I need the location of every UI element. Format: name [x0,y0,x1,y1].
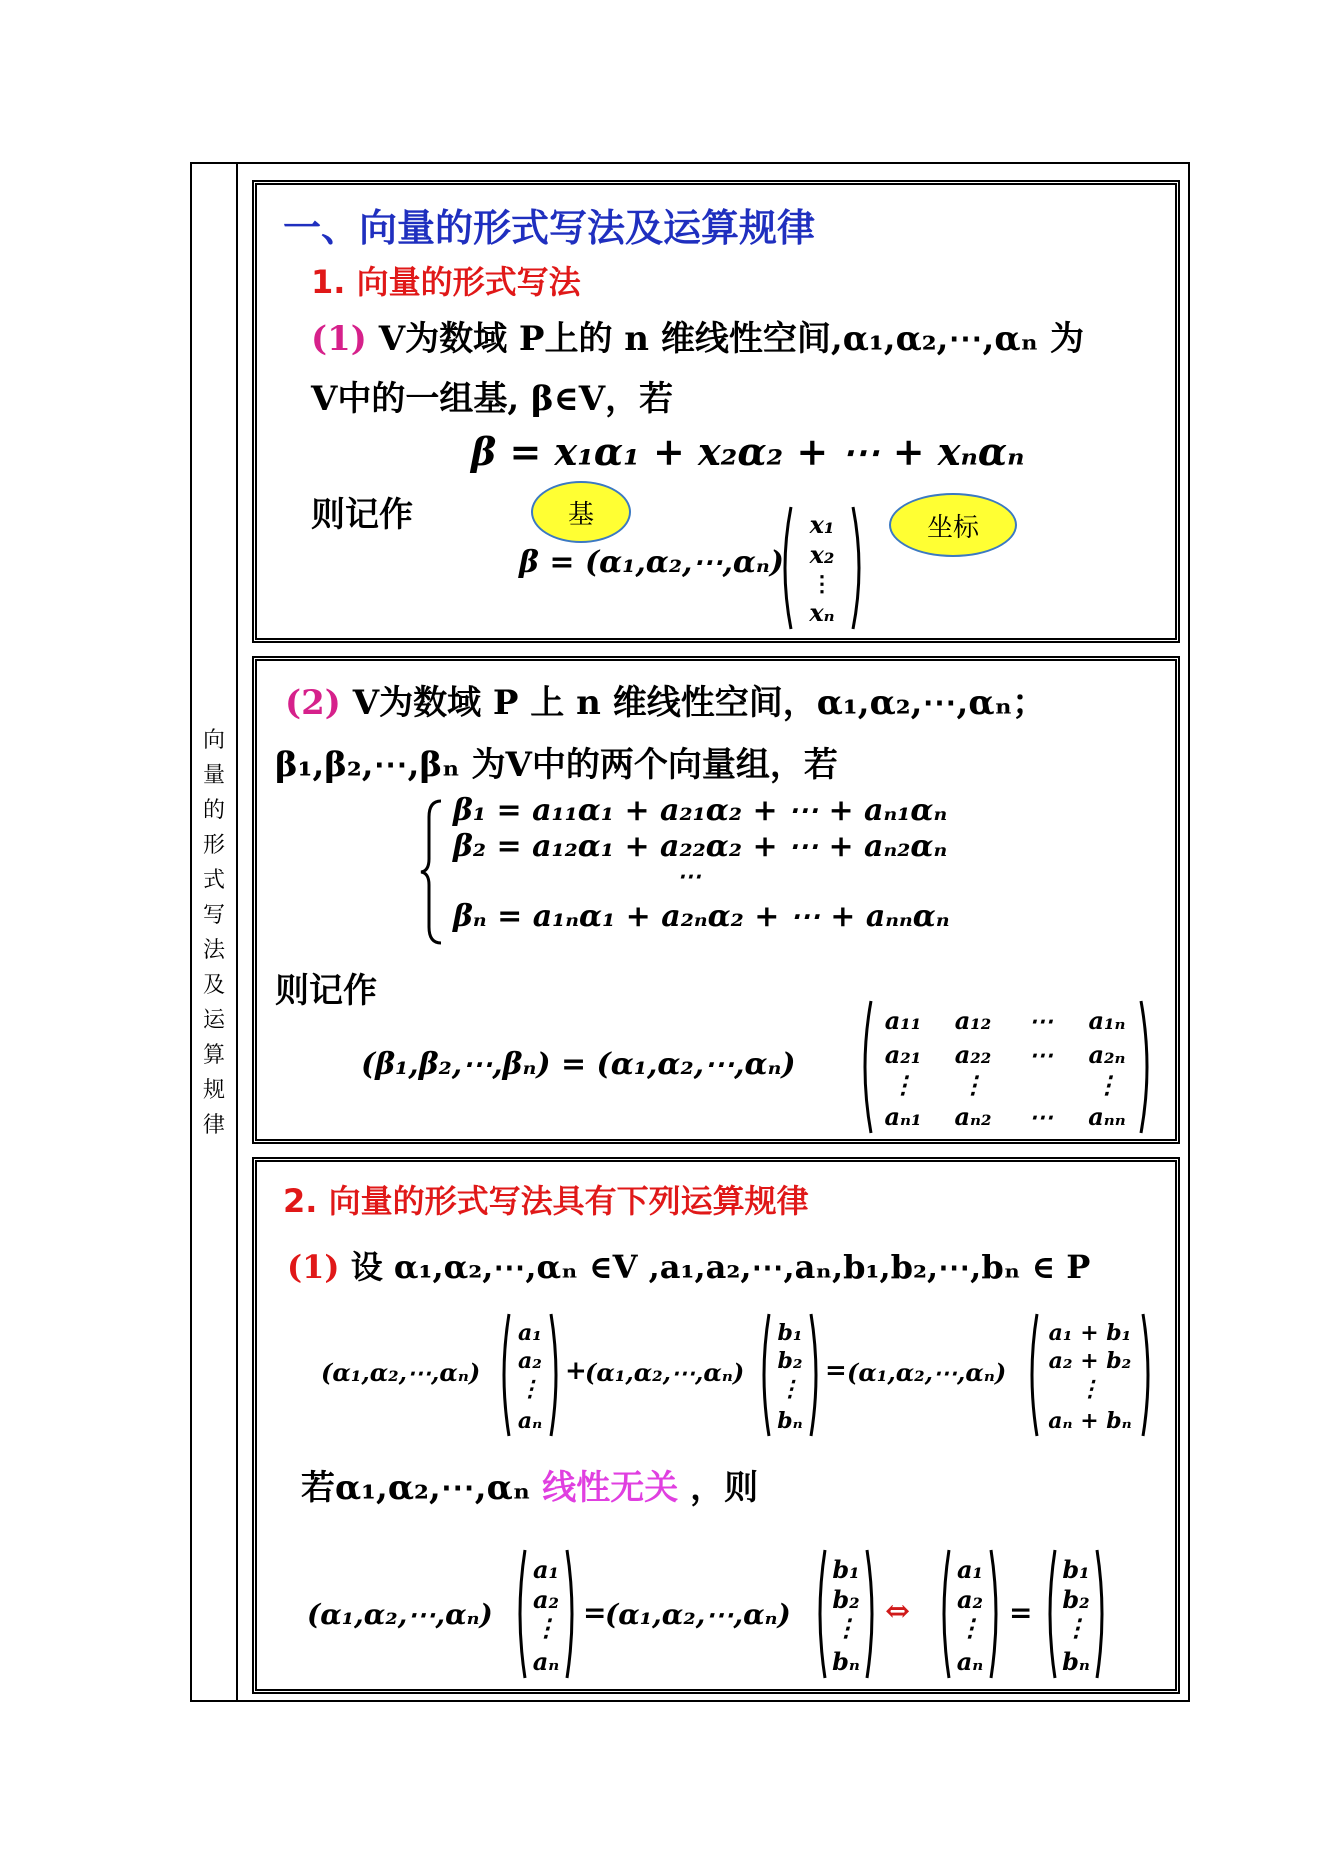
text-line: β₁,β₂,⋯,βₙ 为V中的两个向量组，若 [275,745,838,785]
side-char: 法 [202,938,225,963]
eq1-term-c: (α₁,α₂,⋯,αₙ) [847,1358,1007,1387]
callout-text: 基 [567,499,594,530]
system-eq: β₂ = a₁₂α₁ + a₂₂α₂ + ⋯ + aₙ₂αₙ [453,829,948,864]
side-char: 运 [202,1008,225,1033]
lhs-expression: (β₁,β₂,⋯,βₙ) = (α₁,α₂,⋯,αₙ) [361,1047,796,1082]
then-label: 则记作 [311,495,413,535]
section-heading: 2. 向量的形式写法具有下列运算规律 [283,1182,809,1220]
condition-line [301,1460,758,1509]
matrix-cell: a₂₂ [954,1040,992,1069]
side-char: 量 [202,763,225,788]
vector-entry: a₁ [518,1320,542,1346]
equals-sign: = [583,1596,607,1629]
side-char: 的 [202,798,225,823]
eq2-term-b: (α₁,α₂,⋯,αₙ) [605,1598,791,1631]
left-paren [785,507,791,629]
vector-a-copy [937,1546,1003,1682]
side-column [192,164,238,1700]
vector-entry: ⋮ [534,1613,558,1642]
lhs-expression: β = (α₁,α₂,⋯,αₙ) [519,545,784,580]
vector-entry: ⋮ [811,571,833,597]
item-number: (1) [287,1248,340,1286]
vector-entry: bₙ [832,1647,860,1676]
eq1-term-a: (α₁,α₂,⋯,αₙ) [321,1358,481,1387]
vector-entry: x₁ [809,510,835,539]
text-line: V中的一组基, β∈V，若 [311,379,674,419]
equals-sign: = [1009,1596,1033,1629]
eq1-term-b: (α₁,α₂,⋯,αₙ) [585,1358,745,1387]
vector-a [497,1310,563,1440]
matrix-cell: a₂ₙ [1088,1040,1126,1069]
vector-entry: a₁ + b₁ [1048,1320,1132,1346]
matrix-cell: ⋯ [1029,1102,1053,1131]
text-line [285,675,1046,724]
coordinate-vector [777,503,867,633]
side-char: 向 [202,728,225,753]
vector-entry: aₙ [956,1647,984,1676]
vector-entry: x₂ [809,540,835,569]
vector-entry: a₂ [518,1348,542,1374]
text-line [311,311,1084,360]
matrix-cell: aₙ₂ [954,1102,992,1131]
coefficient-matrix [857,997,1155,1137]
then-label: 则记作 [275,971,377,1011]
callout-text: 坐标 [926,512,979,543]
text-content: 设 α₁,α₂,⋯,αₙ ∈V ,a₁,a₂,⋯,aₙ,b₁,b₂,⋯,bₙ ∈ P [350,1248,1091,1286]
text-line [287,1242,1090,1288]
matrix-cell: a₁₂ [954,1006,992,1035]
matrix-cell: a₁₁ [884,1006,922,1035]
vector-entry: b₂ [777,1348,803,1374]
vector-b [813,1546,879,1682]
vector-b [757,1310,823,1440]
equals-sign: = [825,1356,847,1386]
matrix-cell: aₙₙ [1088,1102,1126,1131]
system-eq: βₙ = a₁ₙα₁ + a₂ₙα₂ + ⋯ + aₙₙαₙ [453,899,950,934]
vector-entry: ⋮ [834,1613,858,1642]
vector-entry: a₂ [956,1585,984,1614]
system-brace [417,797,447,947]
vector-entry: ⋮ [779,1376,801,1402]
slide-operation-rules [252,1157,1180,1694]
iff-arrow: ⇔ [885,1594,911,1629]
item-number: (1) [311,319,367,359]
side-char: 律 [202,1113,225,1138]
callout-coordinate [889,493,1017,557]
vector-entry: b₁ [832,1555,860,1584]
vector-entry: aₙ + bₙ [1048,1408,1132,1434]
matrix-cell: ⋯ [1029,1006,1053,1035]
vector-sum [1025,1310,1155,1440]
vector-entry: bₙ [1062,1647,1090,1676]
eq2-term-a: (α₁,α₂,⋯,αₙ) [307,1598,493,1631]
matrix-cell: a₂₁ [884,1040,922,1069]
matrix-cell: ⋮ [961,1070,985,1099]
vector-entry: b₂ [1062,1585,1090,1614]
text-content: V为数域 P 上 n 维线性空间，α₁,α₂,⋯,αₙ； [352,683,1047,723]
vector-entry: ⋮ [1079,1376,1101,1402]
side-char: 规 [202,1078,225,1103]
formula: β = x₁α₁ + x₂α₂ + ⋯ + xₙαₙ [471,429,1025,474]
side-char: 写 [202,903,225,928]
right-paren [853,507,859,629]
vector-entry: b₁ [777,1320,803,1346]
slide-vector-notation [252,180,1180,643]
vector-entry: a₂ + b₂ [1048,1348,1132,1374]
system-eq: ⋯ [677,861,701,890]
vector-entry: a₂ [532,1585,560,1614]
vector-entry: aₙ [532,1647,560,1676]
system-eq: β₁ = a₁₁α₁ + a₂₁α₂ + ⋯ + aₙ₁αₙ [453,793,948,828]
matrix-cell: ⋮ [1095,1070,1119,1099]
callout-basis [531,481,631,543]
side-char: 形 [202,833,225,858]
matrix-cell: a₁ₙ [1088,1006,1126,1035]
section-heading: 1. 向量的形式写法 [311,263,581,301]
vector-entry: a₁ [532,1555,560,1584]
item-number: (2) [285,683,341,723]
keyword-linear-independent: 线性无关 [542,1468,679,1508]
matrix-cell: ⋮ [891,1070,915,1099]
vector-entry: aₙ [517,1408,543,1434]
side-char: 及 [202,973,225,998]
vector-entry: a₁ [956,1555,984,1584]
condition-pre: 若α₁,α₂,⋯,αₙ [301,1468,531,1508]
text-content: V为数域 P上的 n 维线性空间,α₁,α₂,⋯,αₙ 为 [378,319,1084,359]
vector-entry: b₂ [832,1585,860,1614]
side-char: 算 [202,1043,225,1068]
vector-entry: bₙ [777,1408,803,1434]
slide-vector-groups [252,656,1180,1144]
vector-entry: ⋮ [958,1613,982,1642]
side-char: 式 [202,868,225,893]
vector-entry: ⋮ [1064,1613,1088,1642]
vector-entry: ⋮ [519,1376,541,1402]
side-label [192,724,236,1142]
vector-entry: xₙ [809,598,835,627]
vector-entry: b₁ [1062,1555,1090,1584]
condition-post: ，则 [690,1468,759,1508]
matrix-cell: ⋯ [1029,1040,1053,1069]
slide-title: 一、向量的形式写法及运算规律 [283,206,816,250]
vector-b-copy [1043,1546,1109,1682]
matrix-cell: aₙ₁ [884,1102,922,1131]
outer-table [190,162,1190,1702]
vector-a [513,1546,579,1682]
plus-sign: + [565,1356,587,1386]
